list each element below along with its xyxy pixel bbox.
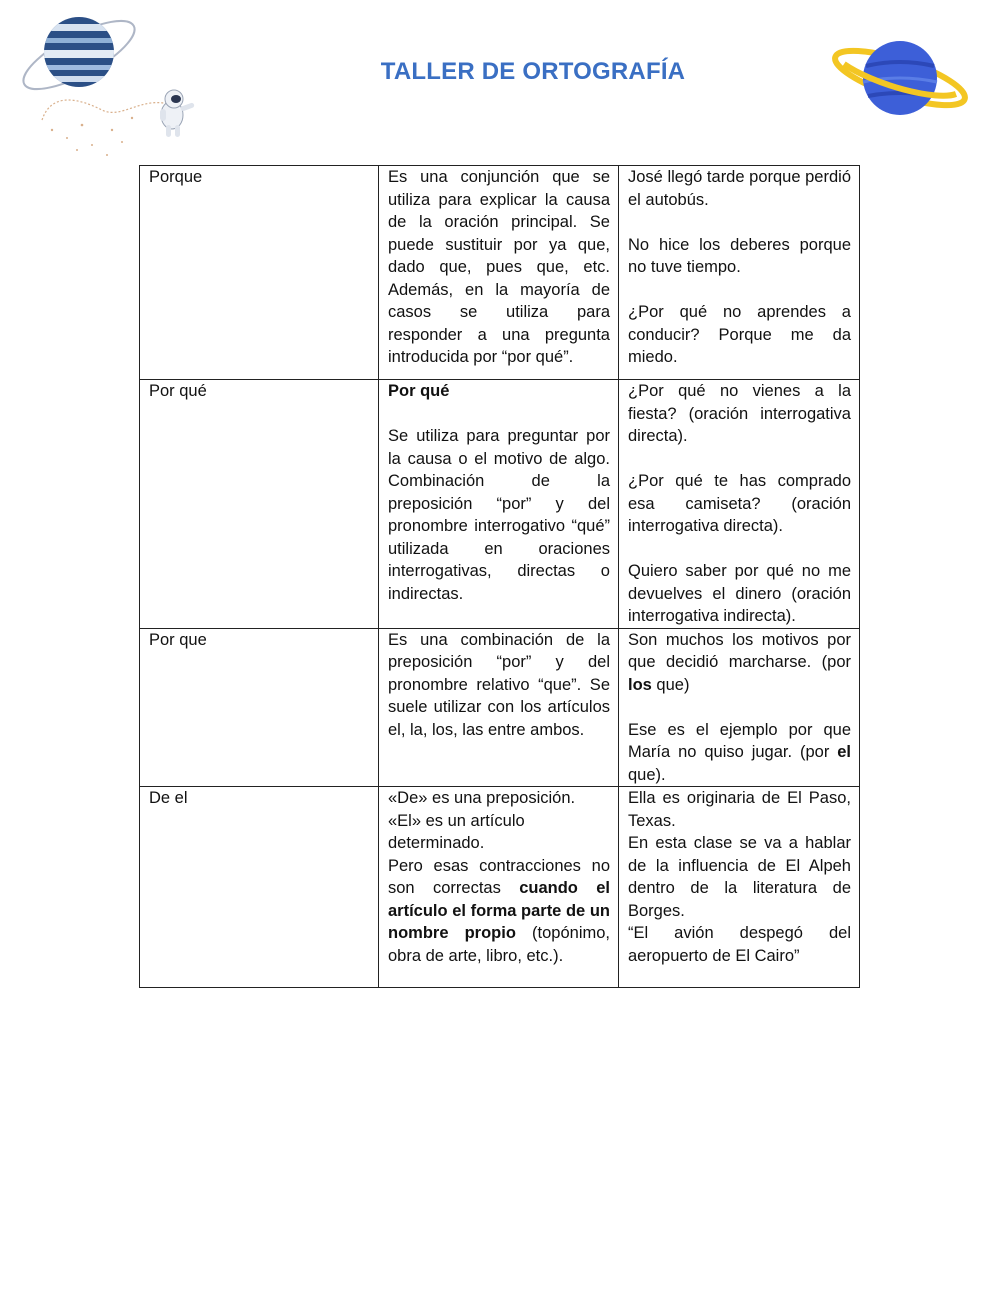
definition-heading: Por qué bbox=[388, 382, 450, 400]
example-text: ¿Por qué no vienes a la fiesta? (oración interrogativa directa). bbox=[628, 382, 851, 445]
table-row bbox=[140, 166, 860, 380]
definition-cell bbox=[379, 628, 619, 787]
definition-text: «De» es una preposición. «El» es un artículo determinado. bbox=[388, 789, 576, 852]
example-text: Quiero saber por qué no me devuelves el dinero (oración interrogativa indirecta). bbox=[628, 562, 851, 625]
example-text: ¿Por qué te has comprado esa camiseta? (oración interrogativa directa). bbox=[628, 472, 851, 535]
example-text: Ese es el ejemplo por que María no quiso jugar. (por el que). bbox=[628, 720, 851, 784]
table-row bbox=[140, 787, 860, 988]
example-text: “El avión despegó del aeropuerto de El Cairo” bbox=[628, 924, 851, 965]
examples-cell bbox=[619, 166, 860, 380]
definition-cell bbox=[379, 166, 619, 380]
definition-text: Se utiliza para preguntar por la causa o el motivo de algo. Combinación de la preposición “por” y del pronombre interrogativo “qué” utilizada en oraciones interrogativas, directas o indirectas. bbox=[388, 427, 610, 603]
term-cell: De el bbox=[140, 787, 379, 988]
example-text: Son muchos los motivos por que decidió marcharse. (por los que) bbox=[628, 630, 851, 694]
definition-cell bbox=[379, 380, 619, 629]
table-row bbox=[140, 380, 860, 629]
spelling-table bbox=[139, 165, 860, 988]
definition-cell bbox=[379, 787, 619, 988]
term-cell: Porque bbox=[140, 166, 379, 380]
examples-cell bbox=[619, 628, 860, 787]
term-cell: Por que bbox=[140, 628, 379, 787]
planet-astronaut-illustration bbox=[22, 10, 212, 170]
definition-text: Es una combinación de la preposición “por” y del pronombre relativo “que”. Se suele utilizar con los artículos el, la, los, las entre ambos. bbox=[388, 630, 610, 739]
example-text: ¿Por qué no aprendes a conducir? Porque me da miedo. bbox=[628, 303, 851, 366]
example-text: José llegó tarde porque perdió el autobús. bbox=[628, 168, 851, 209]
example-text: Ella es originaria de El Paso, Texas. bbox=[628, 789, 851, 830]
definition-text: Pero esas contracciones no son correctas cuando el artículo el forma parte de un nombre propio (topónimo, obra de arte, libro, etc.). bbox=[388, 856, 611, 965]
examples-cell bbox=[619, 380, 860, 629]
page-title: TALLER DE ORTOGRAFÍA bbox=[380, 58, 686, 85]
examples-cell bbox=[619, 787, 860, 988]
term-cell: Por qué bbox=[140, 380, 379, 629]
table-row bbox=[140, 628, 860, 787]
example-text: En esta clase se va a hablar de la influencia de El Alpeh dentro de la literatura de Borges. bbox=[628, 834, 851, 920]
example-text: No hice los deberes porque no tuve tiempo. bbox=[628, 235, 851, 276]
definition-text: Es una conjunción que se utiliza para explicar la causa de la oración principal. Se puede sustituir por ya que, dado que, pues que, etc. Además, en la mayoría de casos se utiliza para responder a una pregunta introducida por “por qué”. bbox=[388, 168, 610, 366]
